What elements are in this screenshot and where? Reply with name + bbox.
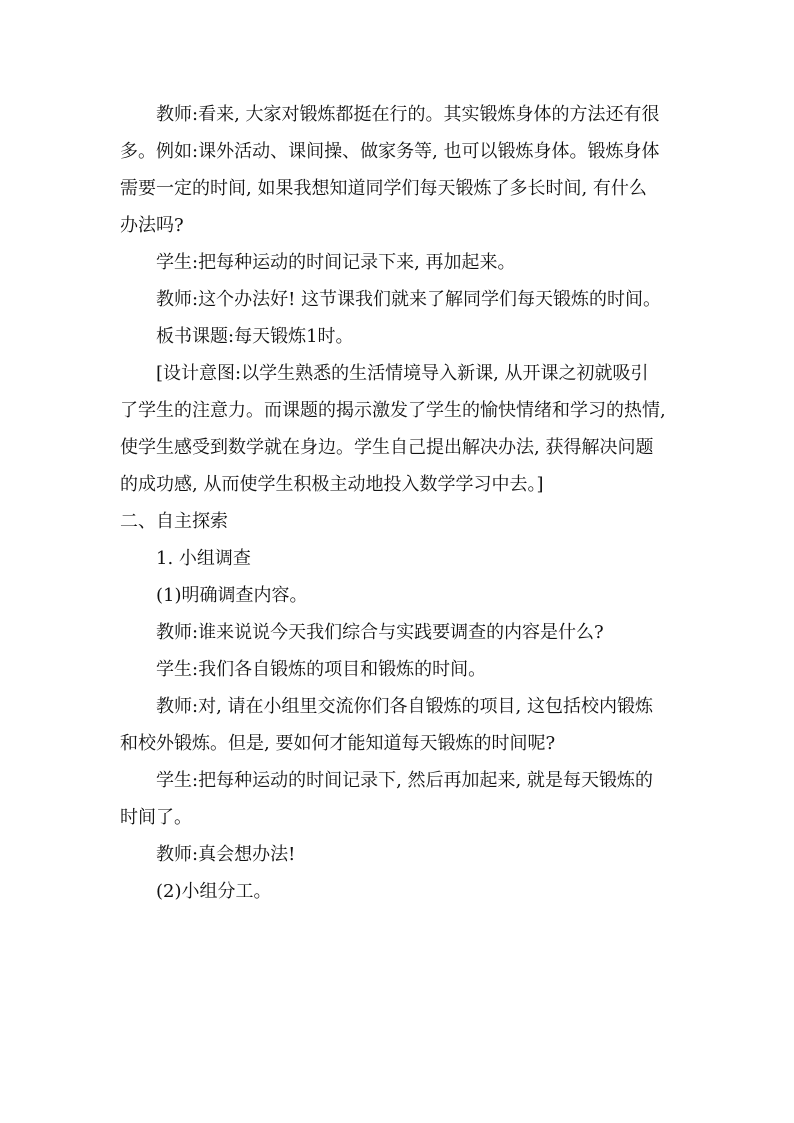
text-line: 和校外锻炼。但是, 要如何才能知道每天锻炼的时间呢?: [120, 733, 556, 754]
text-line: 学生:把每种运动的时间记录下, 然后再加起来, 就是每天锻炼的: [156, 770, 653, 791]
subheading-group-division: (2)小组分工。: [156, 881, 272, 902]
section-heading-self-exploration: 二、自主探索: [120, 511, 228, 532]
text-line: 多。例如:课外活动、课间操、做家务等, 也可以锻炼身体。锻炼身体: [120, 141, 660, 162]
text-line: 需要一定的时间, 如果我想知道同学们每天锻炼了多长时间, 有什么: [120, 178, 647, 199]
paragraph-board-title: 板书课题:每天锻炼1时。: [156, 326, 354, 347]
paragraph-teacher-praise: 教师:真会想办法!: [156, 844, 296, 865]
paragraph-student-add-time: [120, 762, 680, 836]
paragraph-teacher-question: 教师:谁来说说今天我们综合与实践要调查的内容是什么?: [156, 622, 604, 643]
text-line: 的成功感, 从而使学生积极主动地投入数学学习中去。]: [120, 474, 544, 495]
paragraph-teacher-good-method: 教师:这个办法好! 这节课我们就来了解同学们每天锻炼的时间。: [156, 289, 662, 310]
subheading-clarify-content: (1)明确调查内容。: [156, 585, 308, 606]
paragraph-teacher-exercise-methods: [120, 96, 680, 244]
text-line: 教师:看来, 大家对锻炼都挺在行的。其实锻炼身体的方法还有很: [156, 104, 660, 125]
paragraph-student-answer: 学生:我们各自锻炼的项目和锻炼的时间。: [156, 659, 487, 680]
text-line: 办法吗?: [120, 215, 184, 236]
text-line: [设计意图:以学生熟悉的生活情境导入新课, 从开课之初就吸引: [156, 363, 649, 384]
text-line: 教师:对, 请在小组里交流你们各自锻炼的项目, 这包括校内锻炼: [156, 696, 653, 717]
subheading-group-survey: 1. 小组调查: [156, 548, 251, 569]
text-line: 了学生的注意力。而课题的揭示激发了学生的愉快情绪和学习的热情,: [120, 400, 666, 421]
text-line: 时间了。: [120, 807, 192, 828]
text-line: 使学生感受到数学就在身边。学生自己提出解决办法, 获得解决问题: [120, 437, 654, 458]
paragraph-design-intent: [120, 355, 680, 503]
paragraph-teacher-group-exchange: [120, 688, 680, 762]
paragraph-student-record-time: 学生:把每种运动的时间记录下来, 再加起来。: [156, 252, 516, 273]
document-body: [120, 96, 680, 910]
